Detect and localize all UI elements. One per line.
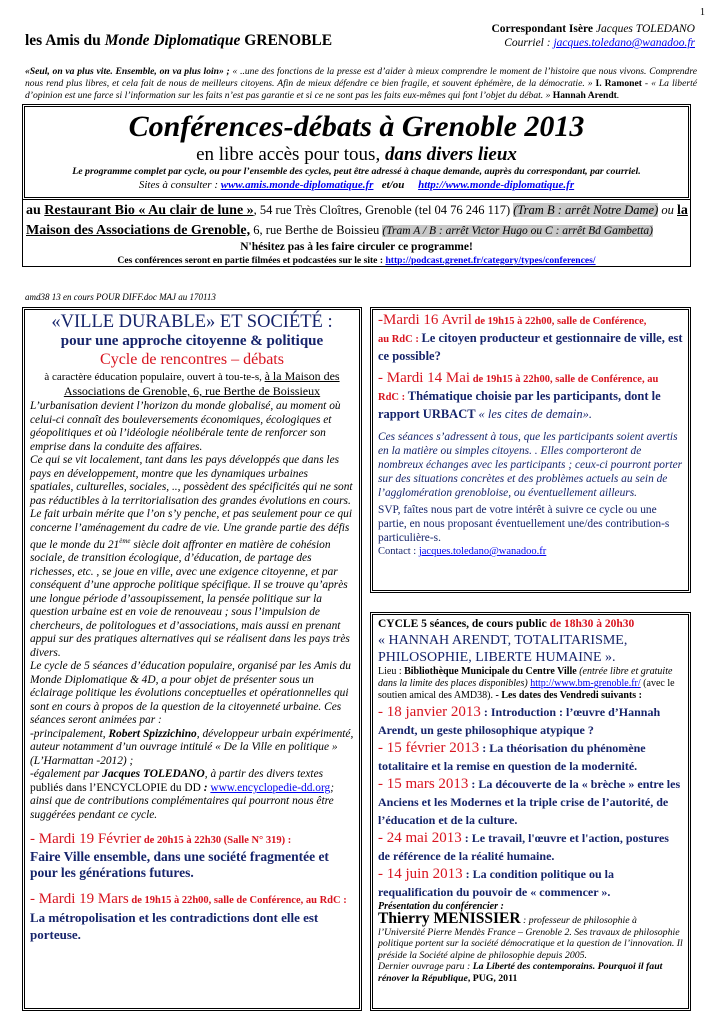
circulate-note: N'hésitez pas à les faire circuler ce programme! bbox=[240, 241, 473, 253]
cycle-ville-durable-box bbox=[22, 307, 362, 1011]
podcast-line: Ces conférences seront en partie filmées et podcastées sur le site : http://podcast.grenet.fr/category/types/conferences/ bbox=[117, 255, 596, 266]
audience-note: Ces séances s’adressent à tous, que les participants soient avertis en la matière ou simples citoyens. . Elles comporteront de nombreux échanges avec les participants ; ceux-ci pourront porter sur des situations concrètes et des problèmes actuels au sein de l’agglomération grenobloise, ou éventuellement ailleurs. bbox=[378, 431, 683, 499]
venues-box bbox=[22, 199, 691, 267]
cycle-ville-suite-box bbox=[370, 307, 691, 593]
cycle-arendt-box bbox=[370, 612, 691, 1011]
programme-note: Le programme complet par cycle, ou pour l’ensemble des cycles, peut être adressé à chaque demande, auprès du correspondant, par courriel. bbox=[72, 166, 641, 177]
arendt-session-1: - 18 janvier 2013 : Introduction : l’œuvre d’Hannah Arendt, un geste philosophique atypique ? bbox=[378, 704, 661, 737]
svp-note: SVP, faîtes nous part de votre intérêt à suivre ce cycle ou une partie, en nous proposant éventuellement une/des contribution-s particulière-s. bbox=[378, 504, 670, 544]
banner-box bbox=[22, 104, 691, 200]
arendt-session-2: - 15 février 2013 : La théorisation du phénomène totalitaire et la remise en question de la modernité. bbox=[378, 740, 646, 773]
site-link-amis[interactable]: www.amis.monde-diplomatique.fr bbox=[220, 179, 374, 191]
arendt-session-3: - 15 mars 2013 : La découverte de la « brèche » entre les Anciens et les Modernes et la triple crise de l’autorité, de l’éducation et de la culture. bbox=[378, 776, 681, 827]
speaker-name: Thierry MENISSIER bbox=[378, 910, 521, 927]
encyclopedie-link[interactable]: www.encyclopedie-dd.org bbox=[210, 781, 331, 794]
cycle-ville-place: à caractère éducation populaire, ouvert à tou-te-s, à la Maison des Associations de Grenoble, 6, rue Berthe de Boissieux bbox=[44, 369, 340, 398]
contact-line: Contact : jacques.toledano@wanadoo.fr bbox=[378, 546, 547, 557]
event-16-avril: -Mardi 16 Avril de 19h15 à 22h00, salle de Conférence, au RdC : Le citoyen producteur et gestionnaire de ville, est ce possible? bbox=[378, 312, 683, 363]
page-subtitle: en libre accès pour tous, dans divers lieux bbox=[196, 144, 517, 165]
bm-grenoble-link[interactable]: http://www.bm-grenoble.fr/ bbox=[530, 678, 641, 689]
venue-maison: Maison des Associations de Grenoble, 6, rue Berthe de Boissieu (Tram A / B : arrêt Victor Hugo ou C : arrêt Bd Gambetta) bbox=[26, 223, 653, 238]
cycle-arendt-title: « HANNAH ARENDT, TOTALITARISME, PHILOSOPHIE, LIBERTE HUMAINE ». bbox=[378, 633, 628, 665]
cycle-arendt-header: CYCLE 5 séances, de cours public de 18h30 à 20h30 bbox=[378, 618, 635, 630]
speaker-block: Thierry MENISSIER : professeur de philosophie à l’Université Pierre Mendès France – Grenoble 2. Ses travaux de philosophie politique portent sur la société démocratique et la question de l’innovation. Il préside la Société alpine de philosophie depuis 2005. bbox=[378, 910, 683, 961]
cycle-ville-title: «VILLE DURABLE» ET SOCIÉTÉ : bbox=[51, 312, 333, 332]
event-19-fevrier: - Mardi 19 Février de 20h15 à 22h30 (Salle N° 319) : Faire Ville ensemble, dans une société fragmentée et pour les générations futures. bbox=[30, 831, 329, 881]
arendt-session-5: - 14 juin 2013 : La condition politique ou la requalification du pouvoir de « commencer ». bbox=[378, 866, 614, 899]
event-14-mai: - Mardi 14 Mai de 19h15 à 22h00, salle de Conférence, au RdC : Thématique choisie par les participants, dont le rapport URBACT « les cites de demain». bbox=[378, 370, 661, 421]
document-reference: amd38 13 en cours POUR DIFF.doc MAJ au 170113 bbox=[25, 292, 216, 302]
page-number: 1 bbox=[700, 7, 705, 18]
sites-line: Sites à consulter : www.amis.monde-diplomatique.fr et/ou http://www.monde-diplomatique.fr bbox=[138, 179, 575, 191]
speaker-last-book: Dernier ouvrage paru : La Liberté des contemporains. Pourquoi il faut rénover la République, PUG, 2011 bbox=[378, 961, 663, 984]
header-quote: «Seul, on va plus vite. Ensemble, on va plus loin» ; « ..une des fonctions de la presse est d’aider à mieux comprendre le moment de l’histoire que nous vivons. Comprendre nous rend plus libres, et cela fait de nous de meilleurs citoyens. Afin de mieux défendre ce bien fragile, et souvent éphémère, de la démocratie. » I. Ramonet - « La liberté d’opinion est une farce si l’information sur les faits n’est pas garantie et si ce ne sont pas les faits eux-mêmes qui font l’objet du débat. » Hannah Arendt. bbox=[25, 66, 697, 101]
cycle-ville-description: L’urbanisation devient l’horizon du monde globalisé, au moment où celui-ci connaît des bouleversements économiques, écologiques et géopolitiques et où l’idéologie néolibérale tente de renforcer son emprise dans la conduite des affaires. Ce qui se vit localement, tant dans les pays développés que dans les pays en développement, montre que les dynamiques urbaines spatiales, culturelles, sociales, .., possèdent des spécificités qui ne sont pas réductibles à la territorialisation des grandes évolutions en cours. Le fait urbain mérite que l’on s’y penche, et pas seulement pour ce qui concerne l’aménagement du cadre de vie. Une grande partie des défis que le monde du 21ème siècle doit affronter en matière de cohésion sociale, de transition écologique, d’éducation, de partage des richesses, etc. , se joue en ville, avec une exigence citoyenne, et par conséquent d’une approche politique spécifique. Il se trouve qu’après une longue période d’assoupissement, la pensée politique sur la question urbaine est en voie de renouveau ; sous l’impulsion de chercheurs, de politologues et d’associations, mais aussi en prenant appui sur des pratiques alternatives qui se réalisent dans les pays très divers. Le cycle de 5 séances d’éducation populaire, organisé par les Amis du Monde Diplomatique & 4D, a pour objet de présenter sous un éclairage politique les évolutions conceptuelles et opérationnelles qui sont en cours à propos de la question de la citoyenneté urbaine. Ces séances seront animées par : -principalement, Robert Spizzichino, développeur urbain expérimenté, auteur notamment d’un ouvrage intitulé « De la Ville en politique » (L’Harmattan -2012) ; -également par Jacques TOLEDANO, à partir des divers textes publiés dans l’ENCYCLOPIE du DD : www.encyclopedie-dd.org; ainsi que de contributions complémentaires qui pourront nous être suggérées pendant ce cycle. bbox=[30, 400, 354, 821]
venue-restaurant: au Restaurant Bio « Au clair de lune », 54 rue Très Cloîtres, Grenoble (tel 04 76 246 117) (Tram B : arrêt Notre Dame) ou la bbox=[26, 203, 688, 218]
cycle-ville-kind: Cycle de rencontres – débats bbox=[100, 351, 284, 368]
event-19-mars: - Mardi 19 Mars de 19h15 à 22h00, salle de Conférence, au RdC : La métropolisation et les contradictions dont elle est porteuse. bbox=[30, 891, 347, 943]
arendt-session-4: - 24 mai 2013 : Le travail, l'œuvre et l'action, postures de référence de la réalité humaine. bbox=[378, 830, 669, 863]
speaker-label: Présentation du conférencier : bbox=[378, 901, 504, 912]
podcast-link[interactable]: http://podcast.grenet.fr/category/types/conferences/ bbox=[385, 255, 596, 266]
cycle-arendt-place: Lieu : Bibliothèque Municipale du Centre Ville (entrée libre et gratuite dans la limite des places disponibles) http://www.bm-grenoble.fr/ (avec le soutien amical des AMD38). - Les dates des Vendredi suivants : bbox=[378, 666, 675, 701]
contact-email-link[interactable]: jacques.toledano@wanadoo.fr bbox=[418, 546, 547, 557]
correspondent-block: Correspondant Isère Jacques TOLEDANO Courriel : jacques.toledano@wanadoo.fr bbox=[491, 23, 695, 49]
cycle-ville-subtitle: pour une approche citoyenne & politique bbox=[60, 333, 324, 349]
site-link-monde-diplo[interactable]: http://www.monde-diplomatique.fr bbox=[418, 179, 575, 191]
org-name: les Amis du Monde Diplomatique GRENOBLE bbox=[25, 32, 333, 49]
page-title: Conférences-débats à Grenoble 2013 bbox=[128, 110, 585, 143]
correspondent-email-link[interactable]: jacques.toledano@wanadoo.fr bbox=[553, 37, 695, 49]
